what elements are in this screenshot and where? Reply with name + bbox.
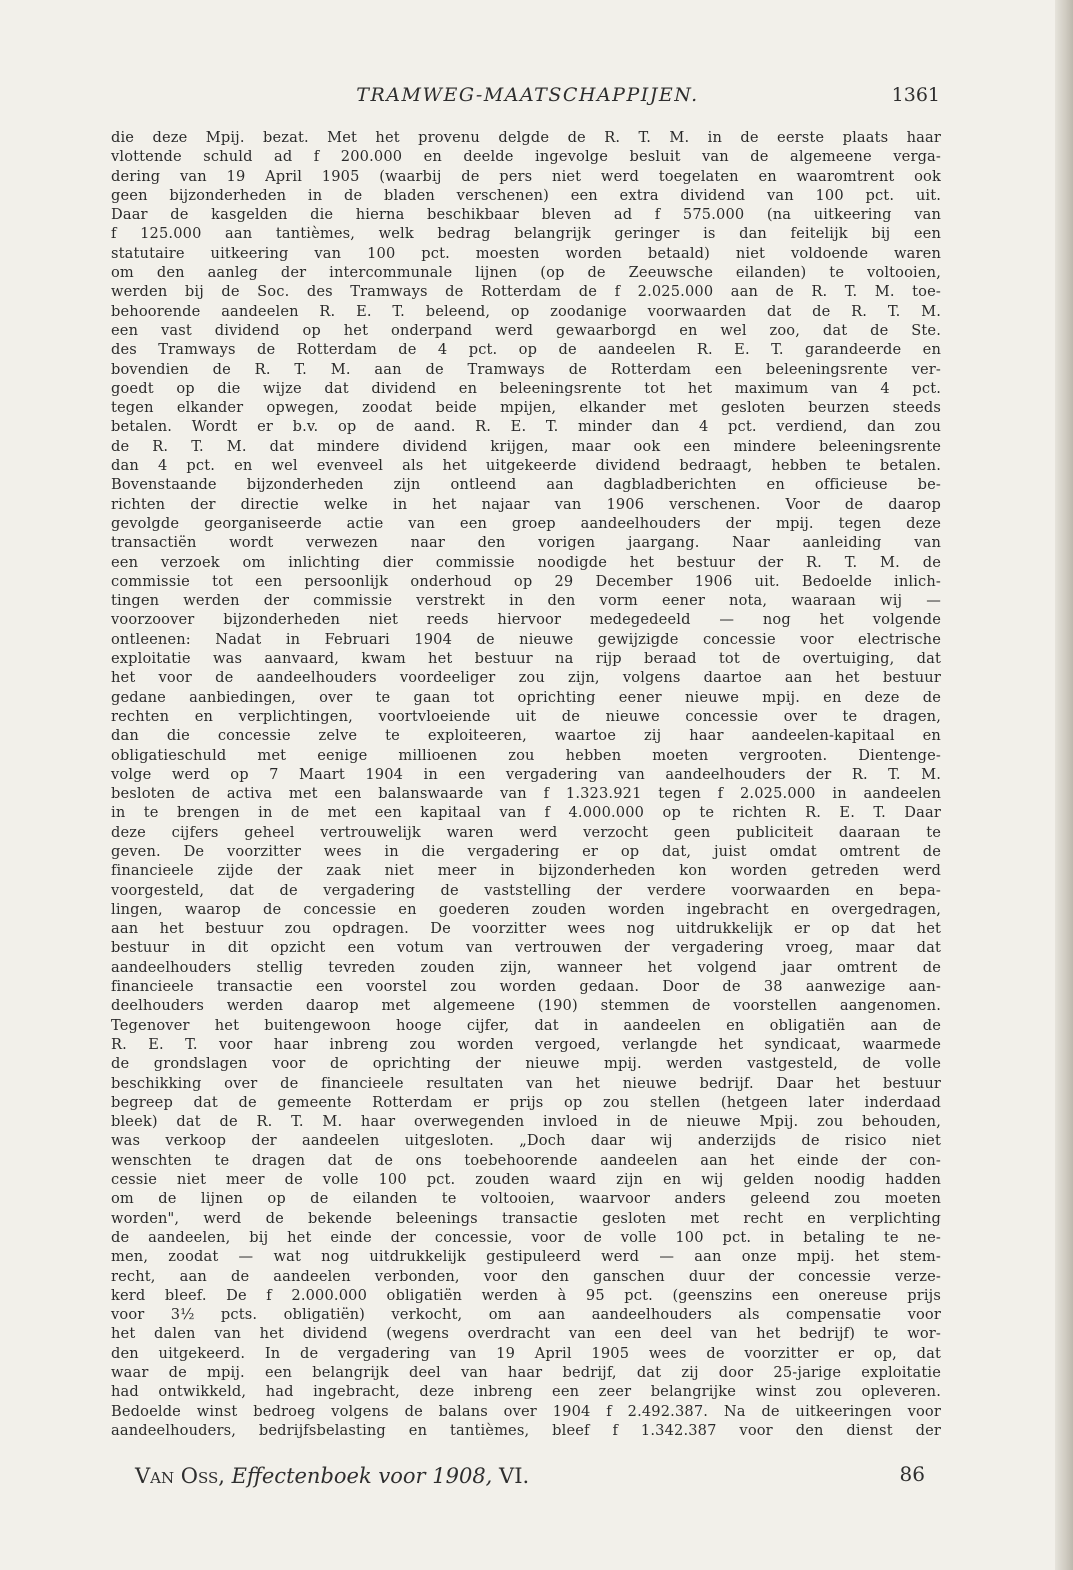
text-line: dan 4 pct. en wel evenveel als het uitgekeerde dividend bedraagt, hebben te betalen.: [111, 457, 941, 475]
running-head: [115, 84, 940, 112]
text-line: recht, aan de aandeelen verbonden, voor den ganschen duur der concessie verze-: [111, 1267, 941, 1285]
text-line: de R. T. M. dat mindere dividend krijgen, maar ook een mindere beleeningsrente: [111, 437, 941, 455]
text-line: bestuur in dit opzicht een votum van vertrouwen der vergadering vroeg, maar dat: [111, 939, 941, 957]
footer: [135, 1464, 925, 1494]
text-line: richten der directie welke in het najaar van 1906 verschenen. Voor de daarop: [111, 495, 941, 513]
text-line: transactiën wordt verwezen naar den vorigen jaargang. Naar aanleiding van: [111, 534, 941, 552]
footer-sheet-number: 86: [899, 1462, 925, 1486]
text-line: aan het bestuur zou opdragen. De voorzitter wees nog uitdrukkelijk er op dat het: [111, 920, 941, 938]
text-line: wenschten te dragen dat de ons toebehoorende aandeelen aan het einde der con-: [111, 1151, 941, 1169]
text-line: Bedoelde winst bedroeg volgens de balans over 1904 f 2.492.387. Na de uitkeeringen voor: [111, 1402, 941, 1420]
text-line: werden bij de Soc. des Tramways de Rotterdam de f 2.025.000 aan de R. T. M. toe-: [111, 283, 941, 301]
text-line: had ontwikkeld, had ingebracht, deze inbreng een zeer belangrijke winst zou opleveren.: [111, 1383, 941, 1401]
text-line: besloten de activa met een balanswaarde van f 1.323.921 tegen f 2.025.000 in aandeelen: [111, 785, 941, 803]
text-line: volge werd op 7 Maart 1904 in een vergadering van aandeelhouders der R. T. M.: [111, 765, 941, 783]
text-line: f 125.000 aan tantièmes, welk bedrag belangrijk geringer is dan feitelijk bij een: [111, 225, 941, 243]
text-line: exploitatie was aanvaard, kwam het bestuur na rijp beraad tot de overtuiging, dat: [111, 650, 941, 668]
footer-book-title: Effectenboek voor 1908,: [231, 1464, 493, 1488]
text-line: obligatieschuld met eenige millioenen zou hebben moeten vergrooten. Dientenge-: [111, 746, 941, 764]
text-line: cessie niet meer de volle 100 pct. zouden waard zijn en wij gelden noodig hadden: [111, 1171, 941, 1189]
text-line: des Tramways de Rotterdam de 4 pct. op de aandeelen R. E. T. garandeerde en: [111, 341, 941, 359]
text-line: geven. De voorzitter wees in die vergadering er op dat, juist omdat omtrent de: [111, 842, 941, 860]
text-line: om de lijnen op de eilanden te voltooien, waarvoor anders geleend zou moeten: [111, 1190, 941, 1208]
text-line: betalen. Wordt er b.v. op de aand. R. E. T. minder dan 4 pct. verdiend, dan zou: [111, 418, 941, 436]
text-line: aandeelhouders, bedrijfsbelasting en tantièmes, bleef f 1.342.387 voor den dienst der: [111, 1421, 941, 1439]
text-line: deze cijfers geheel vertrouwelijk waren werd verzocht geen publiciteit daaraan te: [111, 823, 941, 841]
running-title: TRAMWEG-MAATSCHAPPIJEN.: [356, 84, 699, 106]
body-text: [111, 128, 941, 1440]
text-line: R. E. T. voor haar inbreng zou worden vergoed, verlangde het syndicaat, waarmede: [111, 1035, 941, 1053]
text-line: financieele transactie een voorstel zou worden gedaan. Door de 38 aanwezige aan-: [111, 978, 941, 996]
text-line: een vast dividend op het onderpand werd gewaarborgd en wel zoo, dat de Ste.: [111, 321, 941, 339]
text-line: goedt op die wijze dat dividend en beleeningsrente tot het maximum van 4 pct.: [111, 379, 941, 397]
text-line: vlottende schuld ad f 200.000 en deelde ingevolge besluit van de algemeene verga-: [111, 148, 941, 166]
text-line: Bovenstaande bijzonderheden zijn ontleend aan dagbladberichten en officieuse be-: [111, 476, 941, 494]
text-line: was verkoop der aandeelen uitgesloten. „Doch daar wij anderzijds de risico niet: [111, 1132, 941, 1150]
page-edge-shadow: [1055, 0, 1073, 1570]
text-line: aandeelhouders stellig tevreden zouden zijn, wanneer het volgend jaar omtrent de: [111, 958, 941, 976]
text-line: tingen werden der commissie verstrekt in den vorm eener nota, waaraan wij —: [111, 592, 941, 610]
text-line: bleek) dat de R. T. M. haar overwegenden invloed in de nieuwe Mpij. zou behouden,: [111, 1113, 941, 1131]
text-line: de aandeelen, bij het einde der concessie, voor de volle 100 pct. in betaling te ne-: [111, 1228, 941, 1246]
text-line: in te brengen in de met een kapitaal van f 4.000.000 op te richten R. E. T. Daar: [111, 804, 941, 822]
text-line: voor 3½ pcts. obligatiën) verkocht, om aan aandeelhouders als compensatie voor: [111, 1306, 941, 1324]
text-line: behoorende aandeelen R. E. T. beleend, op zoodanige voorwaarden dat de R. T. M.: [111, 302, 941, 320]
footer-volume: VI.: [499, 1464, 530, 1488]
text-line: geen bijzonderheden in de bladen verschenen) een extra dividend van 100 pct. uit.: [111, 186, 941, 204]
text-line: bovendien de R. T. M. aan de Tramways de Rotterdam een beleeningsrente ver-: [111, 360, 941, 378]
text-line: de grondslagen voor de oprichting der nieuwe mpij. werden vastgesteld, de volle: [111, 1055, 941, 1073]
text-line: commissie tot een persoonlijk onderhoud op 29 December 1906 uit. Bedoelde inlich-: [111, 572, 941, 590]
text-line: financieele zijde der zaak niet meer in bijzonderheden kon worden getreden werd: [111, 862, 941, 880]
text-line: waar de mpij. een belangrijk deel van haar bedrijf, dat zij door 25-jarige exploitatie: [111, 1364, 941, 1381]
text-line: beschikking over de financieele resultaten van het nieuwe bedrijf. Daar het bestuur: [111, 1074, 941, 1092]
text-line: ontleenen: Nadat in Februari 1904 de nieuwe gewijzigde concessie voor electrische: [111, 630, 941, 648]
footer-publisher: Van Oss,: [135, 1464, 225, 1488]
text-line: Tegenover het buitengewoon hooge cijfer, dat in aandeelen en obligatiën aan de: [111, 1016, 941, 1034]
text-line: statutaire uitkeering van 100 pct. moesten worden betaald) niet voldoende waren: [111, 244, 941, 262]
text-line: om den aanleg der intercommunale lijnen (op de Zeeuwsche eilanden) te voltooien,: [111, 264, 941, 282]
page-number: 1361: [891, 84, 940, 106]
text-line: voorgesteld, dat de vergadering de vaststelling der verdere voorwaarden en bepa-: [111, 881, 941, 899]
text-line: rechten en verplichtingen, voortvloeiende uit de nieuwe concessie over te dragen,: [111, 707, 941, 725]
text-line: den uitgekeerd. In de vergadering van 19 April 1905 wees de voorzitter er op, dat: [111, 1344, 941, 1362]
text-line: lingen, waarop de concessie en goederen zouden worden ingebracht en overgedragen,: [111, 900, 941, 918]
text-line: die deze Mpij. bezat. Met het provenu delgde de R. T. M. in de eerste plaats haar: [111, 129, 941, 146]
text-line: tegen elkander opwegen, zoodat beide mpijen, elkander met gesloten beurzen steeds: [111, 399, 941, 417]
text-line: een verzoek om inlichting dier commissie noodigde het bestuur der R. T. M. de: [111, 553, 941, 571]
text-line: men, zoodat — wat nog uitdrukkelijk gestipuleerd werd — aan onze mpij. het stem-: [111, 1248, 941, 1266]
text-line: kerd bleef. De f 2.000.000 obligatiën werden à 95 pct. (geenszins een onereuse prijs: [111, 1286, 941, 1304]
text-line: voorzoover bijzonderheden niet reeds hiervoor medegedeeld — nog het volgende: [111, 611, 941, 629]
text-line: worden", werd de bekende beleenings transactie gesloten met recht en verplichting: [111, 1209, 941, 1227]
text-line: dan die concessie zelve te exploiteeren, waartoe zij haar aandeelen-kapitaal en: [111, 727, 941, 745]
text-line: dering van 19 April 1905 (waarbij de pers niet werd toegelaten en waaromtrent ook: [111, 167, 941, 185]
text-line: deelhouders werden daarop met algemeene (190) stemmen de voorstellen aangenomen.: [111, 997, 941, 1015]
text-line: het voor de aandeelhouders voordeeliger zou zijn, volgens daartoe aan het bestuur: [111, 669, 941, 687]
text-line: het dalen van het dividend (wegens overdracht van een deel van het bedrijf) te wor-: [111, 1325, 941, 1343]
text-line: gedane aanbiedingen, over te gaan tot oprichting eener nieuwe mpij. en deze de: [111, 688, 941, 706]
text-line: gevolgde georganiseerde actie van een groep aandeelhouders der mpij. tegen deze: [111, 514, 941, 532]
text-line: begreep dat de gemeente Rotterdam er prijs op zou stellen (hetgeen later inderdaad: [111, 1093, 941, 1111]
text-line: Daar de kasgelden die hierna beschikbaar bleven ad f 575.000 (na uitkeering van: [111, 206, 941, 224]
